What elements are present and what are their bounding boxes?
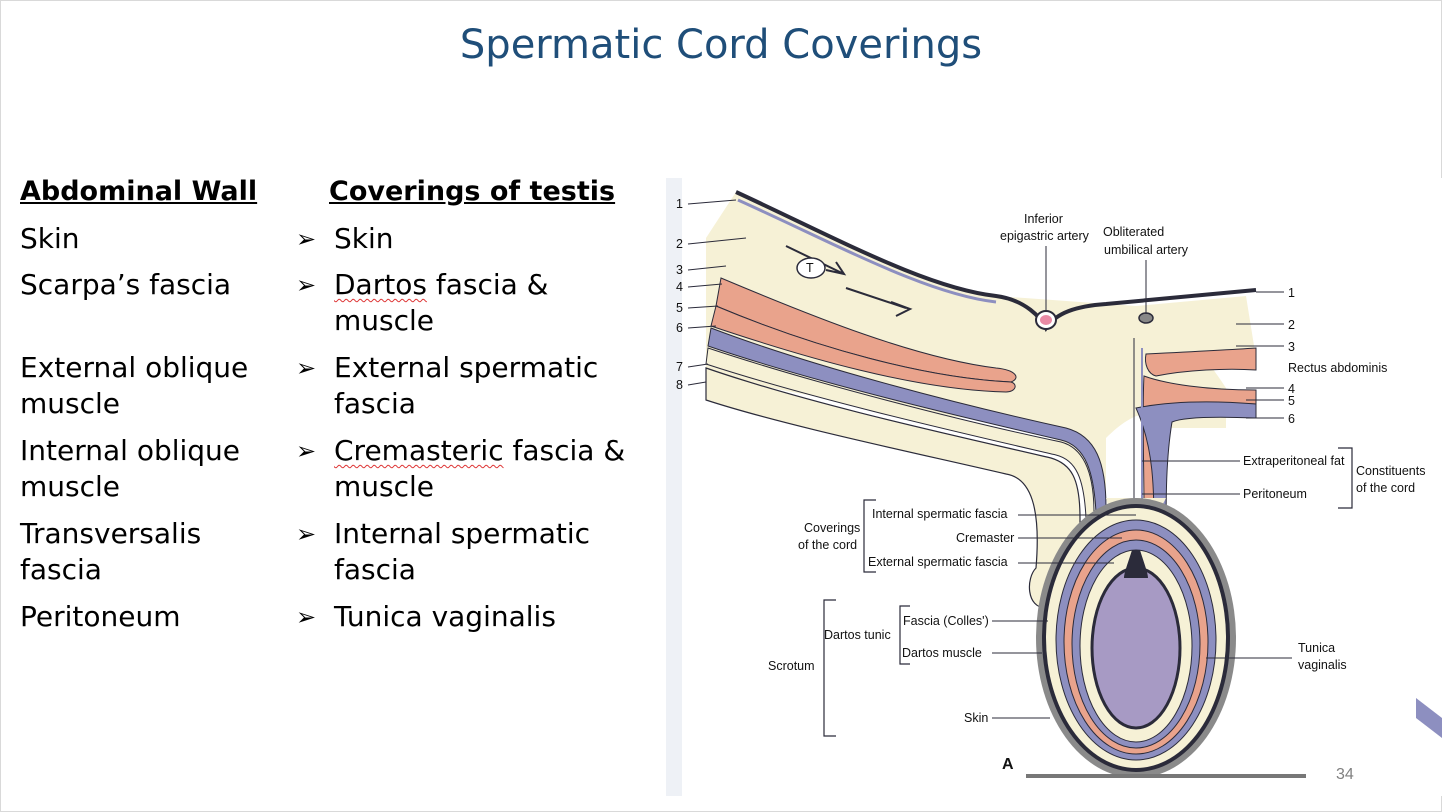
internal-spermatic-fascia-label: Internal spermatic fascia <box>872 507 1008 521</box>
rectus-abdominis-label: Rectus abdominis <box>1288 361 1388 375</box>
arrow-bullet-icon: ➢ <box>296 225 317 253</box>
layer-item: fascia <box>20 553 102 586</box>
testis-marker-label: T <box>806 261 814 275</box>
layer-item: External oblique <box>20 351 249 384</box>
svg-text:7: 7 <box>676 360 683 374</box>
spellcheck-word: Cremasteric <box>334 434 504 467</box>
spermatic-cord-figure <box>666 178 1442 796</box>
slide-number: 34 <box>1336 766 1354 783</box>
layer-item: Skin <box>20 222 80 255</box>
coverings-heading: Coverings of testis <box>329 176 616 207</box>
inferior-epigastric-lumen <box>1040 315 1052 325</box>
layer-item: Peritoneum <box>20 600 181 633</box>
peritoneum-label: Peritoneum <box>1243 487 1307 501</box>
obliterated-umbilical-label: Obliterated <box>1103 225 1165 239</box>
dartos-tunic-label: Dartos tunic <box>824 628 891 642</box>
coverings-label: Coverings <box>804 521 861 535</box>
anatomy-diagram <box>666 178 1442 796</box>
skin-label: Skin <box>964 711 989 725</box>
layer-item: muscle <box>20 387 121 420</box>
svg-text:4: 4 <box>676 280 683 294</box>
dartos-muscle-label: Dartos muscle <box>902 646 982 660</box>
umbilical-artery-remnant <box>1139 313 1153 323</box>
cremaster-label: Cremaster <box>956 531 1015 545</box>
layer-item: Scarpa’s fascia <box>20 268 232 301</box>
svg-text:8: 8 <box>676 378 683 392</box>
abdominal-wall-heading: Abdominal Wall <box>20 176 258 207</box>
spellcheck-word: Dartos <box>334 268 427 301</box>
svg-text:6: 6 <box>676 321 683 335</box>
svg-text:1: 1 <box>1288 286 1295 300</box>
svg-text:5: 5 <box>676 301 683 315</box>
fascia-colles-label: Fascia (Colles') <box>903 614 989 628</box>
svg-text:3: 3 <box>676 263 683 277</box>
inferior-epigastric-label: Inferior <box>1024 212 1063 226</box>
tunica-vaginalis-label: vaginalis <box>1298 658 1347 672</box>
svg-text:1: 1 <box>676 197 683 211</box>
layer-item: Transversalis <box>20 517 202 550</box>
external-spermatic-fascia-label: External spermatic fascia <box>868 555 1008 569</box>
arrow-bullet-icon: ➢ <box>296 354 317 382</box>
slide-title: Spermatic Cord Coverings <box>459 22 983 68</box>
svg-text:4: 4 <box>1288 382 1295 396</box>
arrow-bullet-icon: ➢ <box>296 603 317 631</box>
svg-text:3: 3 <box>1288 340 1295 354</box>
arrow-bullet-icon: ➢ <box>296 271 317 299</box>
constituents-label: Constituents <box>1356 464 1426 478</box>
svg-text:2: 2 <box>1288 318 1295 332</box>
svg-text:6: 6 <box>1288 412 1295 426</box>
constituents-label: of the cord <box>1356 481 1416 495</box>
layer-item: Internal oblique <box>20 434 241 467</box>
layer-item: muscle <box>20 470 121 503</box>
testis-body <box>1092 568 1180 728</box>
abdominal-wall-column <box>20 0 290 812</box>
extraperitoneal-fat-label: Extraperitoneal fat <box>1243 454 1345 468</box>
arrow-bullet-icon: ➢ <box>296 520 317 548</box>
coverings-label: of the cord <box>798 538 858 552</box>
panel-label: A <box>1002 756 1014 773</box>
tunica-vaginalis-label: Tunica <box>1298 641 1336 655</box>
svg-text:5: 5 <box>1288 394 1295 408</box>
scrotum-label: Scrotum <box>768 659 815 673</box>
svg-text:2: 2 <box>676 237 683 251</box>
obliterated-umbilical-label: umbilical artery <box>1104 243 1189 257</box>
arrow-bullet-icon: ➢ <box>296 437 317 465</box>
coverings-column: Coverings of testis ➢ Skin ➢ Dartos fascia & muscle ➢ External spermatic fascia ➢ Cremasteric fascia & muscle ➢ Internal spermatic fascia ➢ Tunica vaginalis <box>296 176 626 633</box>
inferior-epigastric-label: epigastric artery <box>1000 229 1089 243</box>
